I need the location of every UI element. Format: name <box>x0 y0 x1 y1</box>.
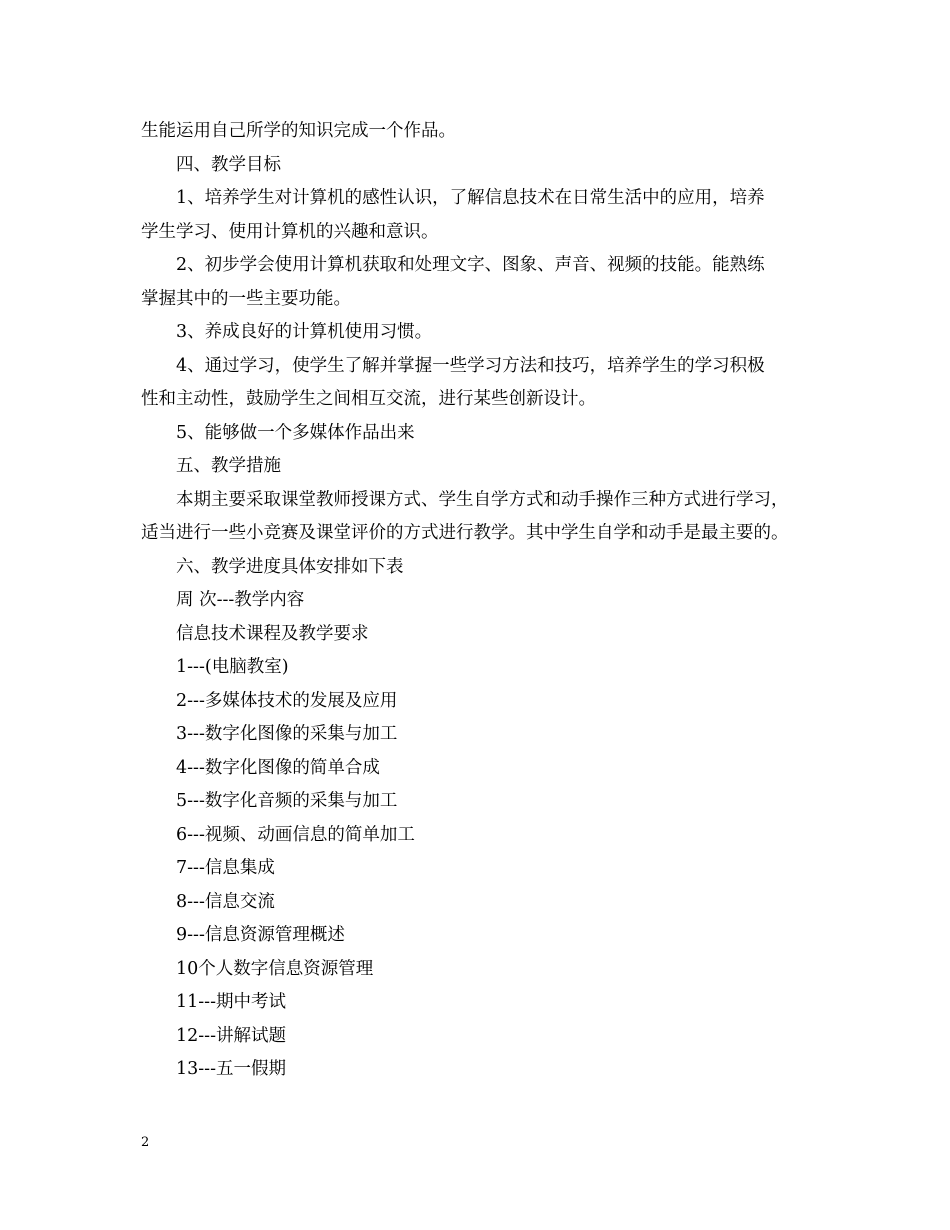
page-number: 2 <box>141 1135 150 1150</box>
schedule-week-8: 8---信息交流 <box>176 891 275 912</box>
schedule-week-11: 11---期中考试 <box>176 992 287 1012</box>
schedule-header: 周 次---教学内容 <box>176 590 305 610</box>
goal-2-line-2: 掌握其中的一些主要功能。 <box>141 288 351 309</box>
schedule-subtitle: 信息技术课程及教学要求 <box>176 623 369 644</box>
schedule-week-4: 4---数字化图像的简单合成 <box>176 757 380 778</box>
goal-5: 5、能够做一个多媒体作品出来 <box>176 422 415 443</box>
goal-2-line-1: 2、初步学会使用计算机获取和处理文字、图象、声音、视频的技能。能熟练 <box>176 255 765 275</box>
schedule-week-2: 2---多媒体技术的发展及应用 <box>176 690 398 711</box>
document-body <box>141 115 809 1087</box>
paragraph-line-1: 生能运用自己所学的知识完成一个作品。 <box>141 121 456 141</box>
goal-1-line-1: 1、培养学生对计算机的感性认识，了解信息技术在日常生活中的应用，培养 <box>176 188 765 208</box>
section-heading-teaching-goals: 四、教学目标 <box>176 154 281 175</box>
schedule-week-1: 1---(电脑教室) <box>176 657 289 677</box>
schedule-week-9: 9---信息资源管理概述 <box>176 925 345 945</box>
schedule-week-3: 3---数字化图像的采集与加工 <box>176 724 398 744</box>
measures-line-2: 适当进行一些小竞赛及课堂评价的方式进行教学。其中学生自学和动手是最主要的。 <box>141 523 789 543</box>
goal-4-line-1: 4、通过学习，使学生了解并掌握一些学习方法和技巧，培养学生的学习积极 <box>176 355 765 376</box>
section-heading-teaching-measures: 五、教学措施 <box>176 456 281 476</box>
schedule-week-12: 12---讲解试题 <box>176 1025 287 1046</box>
schedule-week-5: 5---数字化音频的采集与加工 <box>176 791 398 811</box>
goal-4-line-2: 性和主动性，鼓励学生之间相互交流，进行某些创新设计。 <box>141 389 596 409</box>
measures-line-1: 本期主要采取课堂教师授课方式、学生自学方式和动手操作三种方式进行学习， <box>176 489 789 510</box>
schedule-week-10: 10个人数字信息资源管理 <box>176 958 374 979</box>
goal-3: 3、养成良好的计算机使用习惯。 <box>176 322 433 342</box>
schedule-week-7: 7---信息集成 <box>176 858 275 878</box>
schedule-week-13: 13---五一假期 <box>176 1059 287 1079</box>
section-heading-schedule: 六、教学进度具体安排如下表 <box>176 556 404 577</box>
schedule-week-6: 6---视频、动画信息的简单加工 <box>176 824 415 845</box>
goal-1-line-2: 学生学习、使用计算机的兴趣和意识。 <box>141 221 439 242</box>
